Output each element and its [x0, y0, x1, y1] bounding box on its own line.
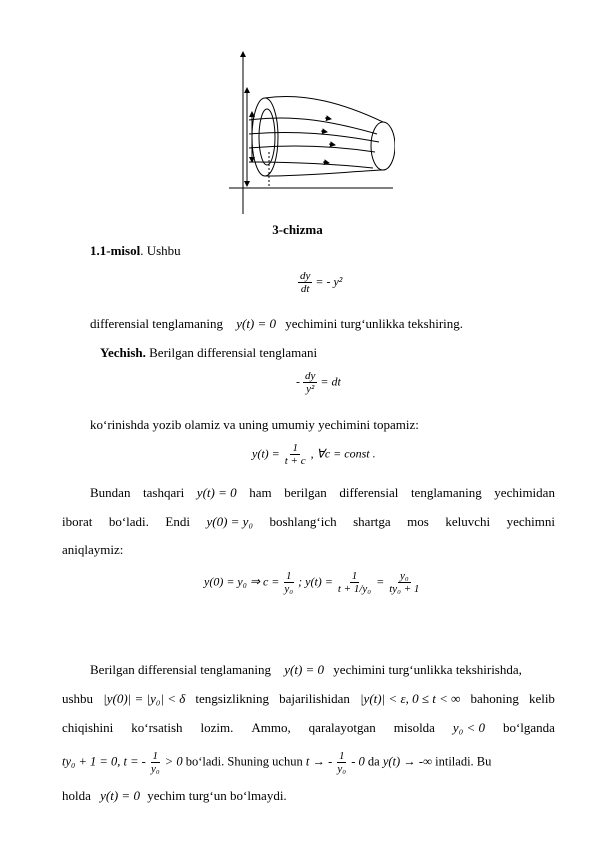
solution-heading: Yechish. Berilgan differensial tenglamani	[100, 345, 318, 360]
equation-2: - $\frac{dy}{\text{y²}}$ = dt	[296, 370, 341, 395]
trajectory-3	[249, 146, 375, 152]
tube-end	[371, 122, 395, 170]
paragraph-2-line-1: Berilgan differensial tenglamaning y(t) = 0 yechimini turg‘unlikka tekshirishda,	[90, 662, 522, 677]
example-intro: . Ushbu	[140, 243, 181, 258]
trajectory-1	[249, 118, 377, 134]
paragraph-1-line-2: iborat bo‘ladi. Endi y(0) = y₀ boshlang‘ich shartga mos keluvchi yechimni	[62, 514, 555, 529]
example-label: 1.1-misol	[90, 243, 141, 258]
tube-bottom	[265, 170, 383, 176]
tube-start-inner	[259, 109, 275, 165]
example-heading	[90, 243, 181, 259]
solution-line-4: ko‘rinishda yozib olamiz va uning umumiy yechimini topamiz:	[90, 417, 419, 432]
paragraph-2-line-4: ty₀ + 1 = 0, t = - $\frac{1}{\text{y₀}}$ > 0 bo‘ladi. Shuning uchun t → - $\frac{1}{\text{y₀}}$ - 0 da y(t) → -∞ intiladi. Bu	[62, 750, 492, 775]
equation-4: y(0) = y₀ ⇒ c = $\frac{1}{\text{y₀}}$ ; y(t) = $\frac{1}{\text{t + 1/y₀}}$ = $\frac{\text{y₀}}{\text{ty₀ + 1}}$	[204, 570, 420, 595]
equation-1: $\frac{dy}{dt}$ = - y²	[300, 270, 343, 295]
figure-caption: 3-chizma	[272, 222, 323, 237]
paragraph-2-line-3: chiqishini ko‘rsatish lozim. Ammo, qaralayotgan misolda y₀ < 0 bo‘lganda	[62, 720, 555, 735]
paragraph-2-line-2: ushbu |y(0)| = |y₀| < δ tengsizlikning bajarilishidan |y(t)| < ε, 0 ≤ t < ∞ bahoning kelib	[62, 691, 555, 706]
trajectory-2	[249, 132, 379, 142]
equation-3: y(t) = $\frac{1}{t + c}$ , ∀c = const .	[252, 442, 376, 467]
example-statement: differensial tenglamaning y(t) = 0 yechimini turg‘unlikka tekshiring.	[90, 316, 464, 331]
paragraph-1-line-3: aniqlaymiz:	[62, 542, 124, 557]
paragraph-1-line-1: Bundan tashqari y(t) = 0 ham berilgan differensial tenglamaning yechimidan	[90, 485, 555, 500]
integral-curves-svg	[225, 42, 395, 218]
paragraph-2-line-5: holda y(t) = 0 yechim turg‘un bo‘lmaydi.	[62, 788, 287, 803]
tube-diagram	[225, 42, 395, 218]
